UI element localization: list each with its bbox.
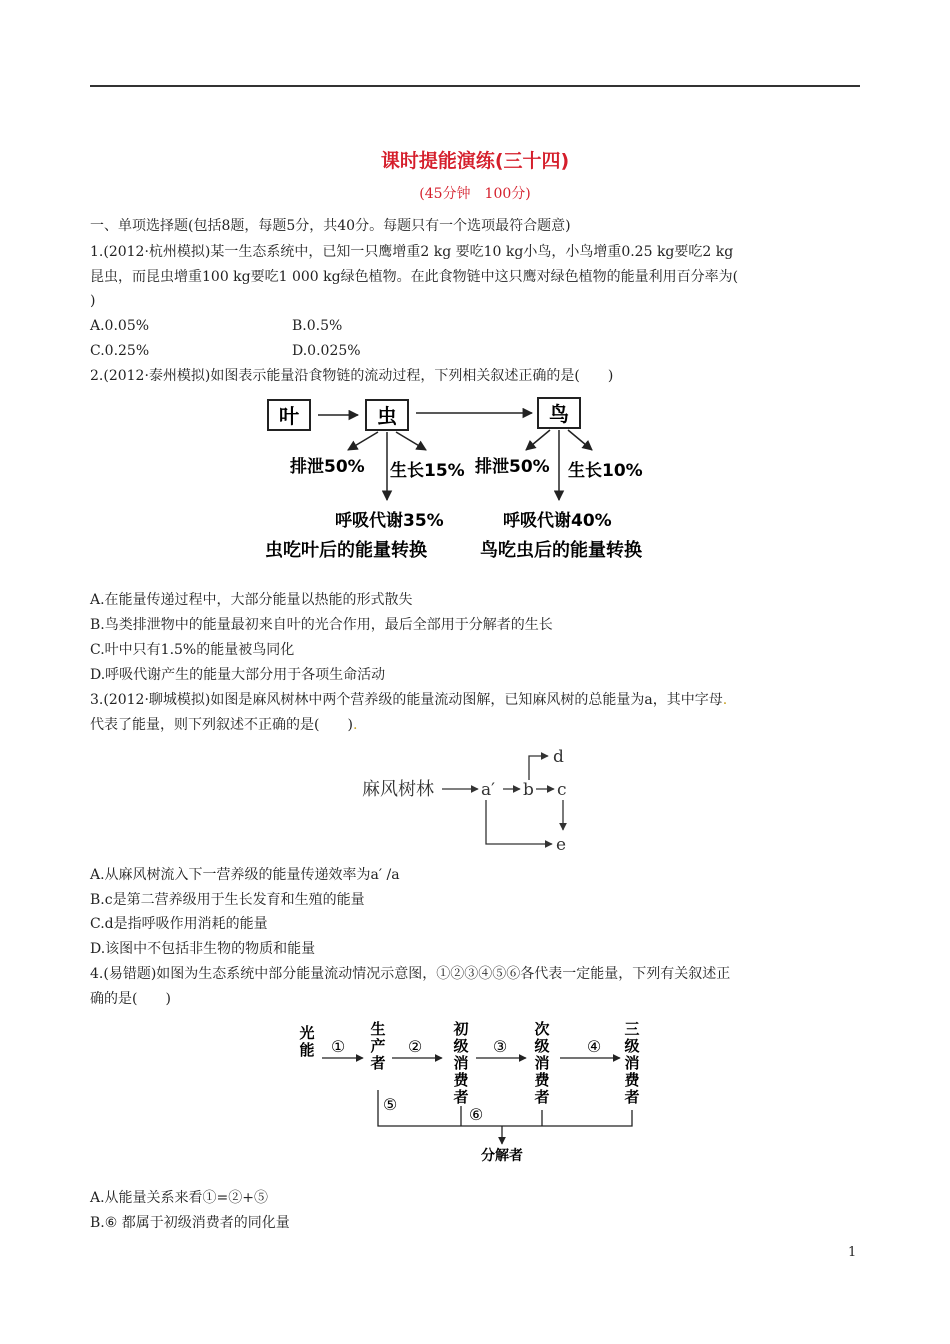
- q1-option-d: D.0.025%: [292, 343, 361, 359]
- bird-excrete-label: 排泄50%: [475, 457, 550, 477]
- node-b: b: [523, 780, 534, 800]
- q3-energy-diagram: [360, 740, 590, 855]
- tertiary-consumer-label-char: 三: [624, 1020, 640, 1038]
- bird-grow-label: 生长10%: [568, 461, 643, 481]
- primary-consumer-label-char: 初: [453, 1020, 469, 1038]
- q3-option-b: B.c是第二营养级用于生长发育和生殖的能量: [90, 892, 365, 908]
- q3-option-a: A.从麻风树流入下一营养级的能量传递效率为a′ /a: [90, 867, 400, 883]
- q3-stem-line2: [90, 715, 357, 735]
- q4-option-a: A.从能量关系来看①=②+⑤: [90, 1190, 269, 1206]
- q2-option-d: D.呼吸代谢产生的能量大部分用于各项生命活动: [90, 667, 386, 683]
- primary-consumer-label-char: 消: [453, 1054, 469, 1072]
- insect-excrete-arrow: [348, 432, 378, 450]
- q2-option-b: B.鸟类排泄物中的能量最初来自叶的光合作用，最后全部用于分解者的生长: [90, 617, 553, 633]
- num-4: ④: [586, 1037, 602, 1056]
- a-to-e-arrow: [486, 800, 552, 844]
- primary-consumer-label-char: 者: [453, 1088, 469, 1106]
- q3-stem-line2-text: 代表了能量，则下列叙述不正确的是( ): [90, 717, 353, 733]
- caption-bird: 鸟吃虫后的能量转换: [480, 540, 642, 561]
- bird-resp-label: 呼吸代谢40%: [503, 511, 612, 531]
- to-decomposer-line: [378, 1090, 632, 1126]
- node-d: d: [553, 747, 564, 767]
- num-1: ①: [330, 1037, 346, 1056]
- section-heading: 一、单项选择题(包括8题，每题5分，共40分。每题只有一个选项最符合题意): [90, 218, 571, 234]
- primary-consumer-label-char: 级: [453, 1037, 469, 1055]
- q4-stem-line2: 确的是( ): [90, 991, 171, 1007]
- node-c: c: [557, 780, 567, 800]
- insect-grow-arrow: [396, 432, 426, 450]
- producer-label-char: 产: [370, 1037, 386, 1055]
- q4-stem-line1: 4.(易错题)如图为生态系统中部分能量流动情况示意图，①②③④⑤⑥各代表一定能量，下列有关叙述正: [90, 966, 731, 982]
- tertiary-consumer-label-char: 费: [624, 1071, 640, 1089]
- caption-insect: 虫吃叶后的能量转换: [265, 540, 427, 561]
- q3-stem-line1-text: 3.(2012·聊城模拟)如图是麻风树林中两个营养级的能量流动图解，已知麻风树的总能量为a，其中字母: [90, 692, 723, 708]
- q4-energy-diagram: [290, 1010, 660, 1170]
- light-energy-label-char: 能: [299, 1041, 315, 1059]
- q4-option-b: B.⑥ 都属于初级消费者的同化量: [90, 1215, 290, 1231]
- insect-grow-label: 生长15%: [390, 461, 465, 481]
- secondary-consumer-label-char: 消: [534, 1054, 550, 1072]
- tertiary-consumer-label-char: 消: [624, 1054, 640, 1072]
- q3-option-d: D.该图中不包括非生物的物质和能量: [90, 941, 316, 957]
- leaf-label: 叶: [279, 404, 299, 428]
- num-5: ⑤: [382, 1095, 398, 1114]
- page-title: 课时提能演练(三十四): [380, 150, 570, 172]
- q2-stem: 2.(2012·泰州模拟)如图表示能量沿食物链的流动过程，下列相关叙述正确的是( ): [90, 368, 614, 384]
- forest-label: 麻风树林: [362, 779, 434, 800]
- insect-resp-label: 呼吸代谢35%: [335, 511, 444, 531]
- b-to-d-arrow: [529, 756, 548, 780]
- producer-label-char: 者: [370, 1054, 386, 1072]
- header-rule: [90, 85, 860, 87]
- page-subtitle: (45分钟 100分): [419, 186, 531, 202]
- page-number: 1: [848, 1245, 857, 1260]
- q1-stem-line3: ): [90, 293, 96, 309]
- light-energy-label-char: 光: [299, 1024, 315, 1042]
- q1-stem-line1: 1.(2012·杭州模拟)某一生态系统中，已知一只鹰增重2 kg 要吃10 kg小鸟，小鸟增重0.25 kg要吃2 kg: [90, 244, 734, 260]
- tertiary-consumer-label-char: 级: [624, 1037, 640, 1055]
- q3-stem-line1: [90, 690, 727, 710]
- q4-node-labels: [299, 1020, 640, 1106]
- q2-energy-diagram: [250, 392, 700, 567]
- producer-label-char: 生: [370, 1020, 386, 1038]
- tertiary-consumer-label-char: 者: [624, 1088, 640, 1106]
- q1-option-a: A.0.05%: [90, 318, 150, 334]
- mark-dot: .: [722, 692, 728, 708]
- q2-option-c: C.叶中只有1.5%的能量被鸟同化: [90, 642, 295, 658]
- bird-label: 鸟: [549, 402, 569, 426]
- primary-consumer-label-char: 费: [453, 1071, 469, 1089]
- insect-label: 虫: [377, 404, 397, 428]
- decomposer-label: 分解者: [481, 1148, 523, 1164]
- num-3: ③: [492, 1037, 508, 1056]
- bird-grow-arrow: [568, 430, 592, 450]
- node-e: e: [556, 835, 567, 855]
- q1-option-c: C.0.25%: [90, 343, 150, 359]
- q3-option-c: C.d是指呼吸作用消耗的能量: [90, 916, 268, 932]
- q1-option-b: B.0.5%: [292, 318, 343, 334]
- q1-stem-line2: 昆虫，而昆虫增重100 kg要吃1 000 kg绿色植物。在此食物链中这只鹰对绿色植物的能量利用百分率为(: [90, 269, 739, 285]
- secondary-consumer-label-char: 者: [534, 1088, 550, 1106]
- bird-excrete-arrow: [526, 430, 550, 450]
- mark-dot: .: [352, 717, 358, 733]
- secondary-consumer-label-char: 费: [534, 1071, 550, 1089]
- secondary-consumer-label-char: 级: [534, 1037, 550, 1055]
- secondary-consumer-label-char: 次: [534, 1020, 550, 1038]
- node-a: a′: [481, 780, 495, 800]
- num-2: ②: [407, 1037, 423, 1056]
- insect-excrete-label: 排泄50%: [290, 457, 365, 477]
- num-6: ⑥: [468, 1105, 484, 1124]
- q2-option-a: A.在能量传递过程中，大部分能量以热能的形式散失: [90, 592, 413, 608]
